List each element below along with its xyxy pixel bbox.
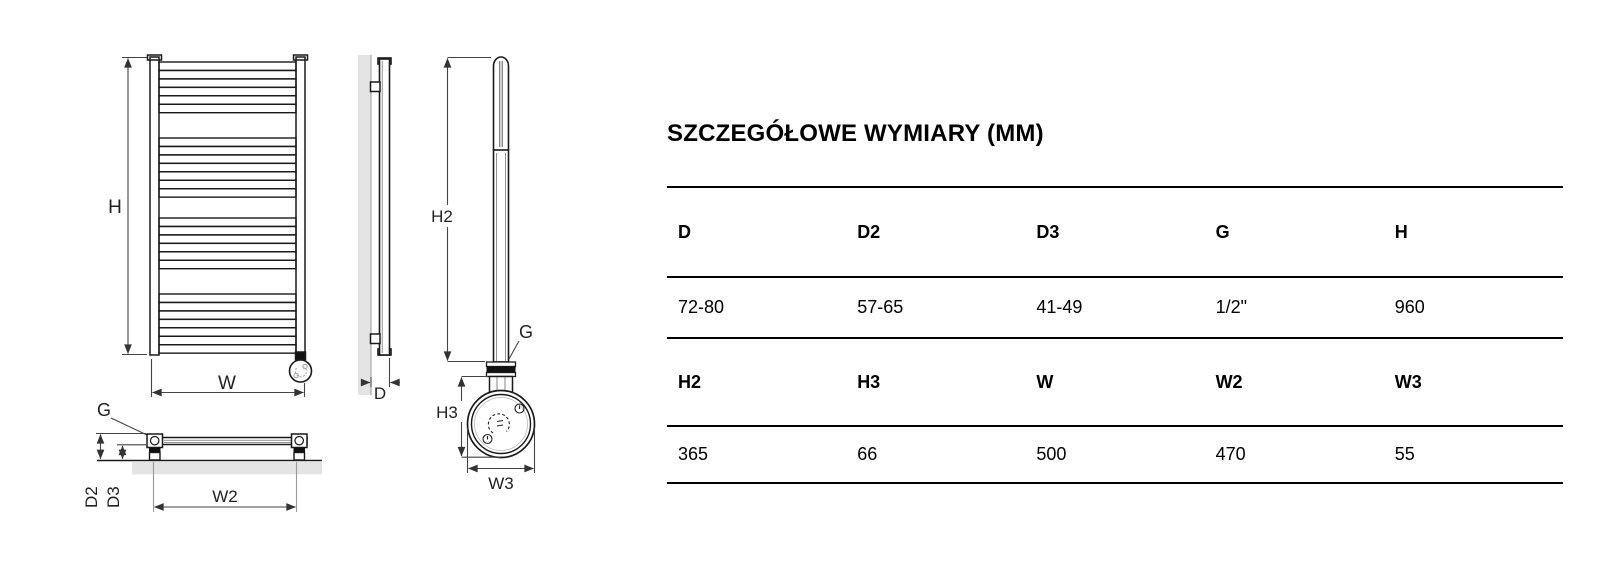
rung <box>159 104 296 112</box>
rung <box>159 243 296 251</box>
bracket-leg-right <box>294 453 305 461</box>
col-header: G <box>1215 221 1230 242</box>
dim-value: 41-49 <box>1036 297 1083 317</box>
col-header: D2 <box>857 221 881 242</box>
dim-value: 55 <box>1394 444 1415 464</box>
thermostat-knob-front <box>290 360 312 382</box>
label-H2: H2 <box>431 207 453 226</box>
radiator-panel-top <box>148 438 307 445</box>
label-G-element: G <box>518 322 534 342</box>
rung <box>159 235 296 243</box>
rung <box>159 260 296 268</box>
dim-value: 365 <box>678 444 709 464</box>
col-header: W <box>1036 371 1054 392</box>
rung <box>159 172 296 180</box>
leader-G-bottom <box>111 418 147 435</box>
col-header: W3 <box>1394 371 1422 392</box>
rung <box>159 302 296 310</box>
label-H: H <box>108 197 122 218</box>
rung <box>159 311 296 319</box>
thermostat-head <box>468 391 535 458</box>
rung <box>159 226 296 234</box>
rung <box>159 87 296 95</box>
wall-bracket-top <box>371 82 381 92</box>
col-header: D <box>678 221 691 242</box>
element-rod <box>494 57 509 150</box>
col-header: H3 <box>857 371 881 392</box>
front-view <box>148 55 312 382</box>
rung <box>159 218 296 226</box>
wall-top <box>132 461 322 474</box>
label-H3: H3 <box>436 403 458 422</box>
page-title: SZCZEGÓŁOWE WYMIARY (MM) <box>667 120 1044 147</box>
rung <box>159 96 296 104</box>
rung <box>159 62 296 70</box>
dim-value: 1/2" <box>1215 297 1247 317</box>
rung <box>159 345 296 353</box>
col-header: W2 <box>1215 371 1243 392</box>
element-view <box>468 57 535 458</box>
radiator-rungs <box>159 62 296 353</box>
label-G-bottom: G <box>96 400 112 420</box>
side-view <box>358 55 391 395</box>
rung <box>159 155 296 163</box>
col-header: D3 <box>1036 221 1060 242</box>
label-W: W <box>218 373 236 394</box>
rung <box>159 146 296 154</box>
wall-bracket-bottom <box>371 334 381 344</box>
g-port-right <box>295 437 303 445</box>
table-value-row-1 <box>667 278 1563 339</box>
bracket-leg-left <box>150 453 161 461</box>
rung <box>159 252 296 260</box>
table-header-row-2 <box>667 339 1563 427</box>
table-header-row-1 <box>667 188 1563 278</box>
dim-value: 66 <box>857 444 878 464</box>
rung <box>159 79 296 87</box>
rung <box>159 189 296 197</box>
label-D3: D3 <box>104 486 123 508</box>
dim-value: 57-65 <box>857 297 904 317</box>
rung <box>159 328 296 336</box>
col-header: H <box>1394 221 1408 242</box>
label-W3: W3 <box>488 474 514 493</box>
dim-H <box>122 58 147 355</box>
dim-value: 470 <box>1215 444 1246 464</box>
wall-side <box>358 55 371 395</box>
g-port-left <box>151 437 159 445</box>
label-D2: D2 <box>82 486 101 508</box>
dim-value: 500 <box>1036 444 1067 464</box>
label-D: D <box>373 384 387 403</box>
table-value-row-2 <box>667 427 1563 484</box>
rung <box>159 319 296 327</box>
rung <box>159 70 296 78</box>
rung <box>159 336 296 344</box>
col-header: H2 <box>678 371 702 392</box>
dim-value: 72-80 <box>678 297 725 317</box>
technical-drawing <box>0 0 620 579</box>
label-W2: W2 <box>212 487 238 506</box>
dimensions-table <box>667 186 1563 484</box>
leader-G-element <box>509 341 519 359</box>
rung <box>159 163 296 171</box>
element-thread <box>487 362 516 367</box>
bottom-view <box>97 418 322 474</box>
rung <box>159 294 296 302</box>
rung <box>159 180 296 188</box>
rung <box>159 138 296 146</box>
dim-value: 960 <box>1394 297 1425 317</box>
dim-D2-D3 <box>96 434 146 459</box>
element-stem-front <box>296 352 306 360</box>
